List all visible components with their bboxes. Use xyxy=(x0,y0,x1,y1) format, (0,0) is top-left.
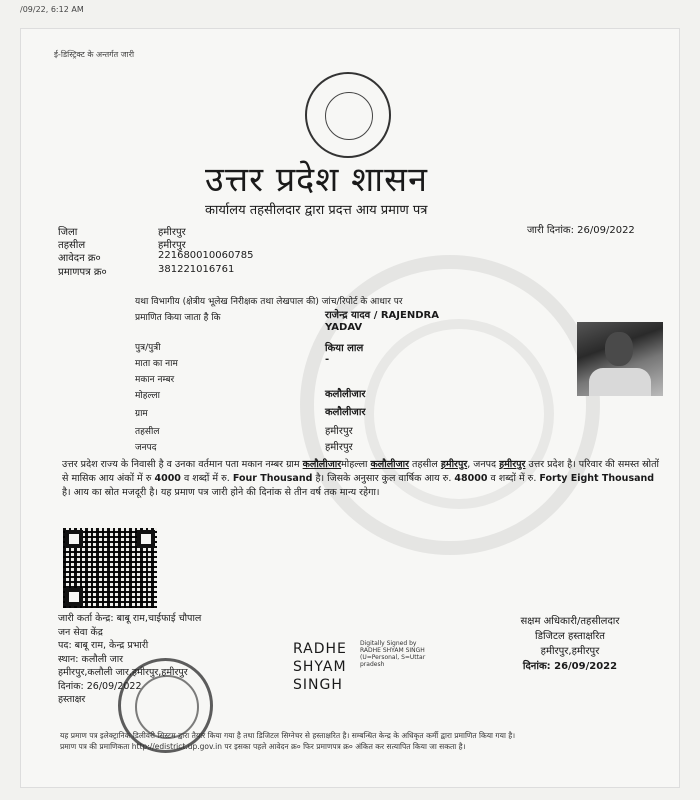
issue-date xyxy=(527,222,635,236)
person-name-line-1: राजेन्द्र यादव / RAJENDRA xyxy=(325,310,439,321)
detail-father-label: पुत्र/पुत्री xyxy=(135,343,161,353)
field-tehsil-value: हमीरपुर xyxy=(158,240,186,251)
detail-mohalla-label: मोहल्ला xyxy=(135,391,160,401)
authority-block: सक्षम अधिकारी/तहसीलदार डिजिटल हस्ताक्षरित हमीरपुर,हमीरपुर दिनांक: 26/09/2022 xyxy=(520,616,620,672)
issuer-block: जारी कर्ता केन्द्र: बाबू राम,चाईफाई चौपाल जन सेवा केंद्र पद: बाबू राम, केन्द्र प्रभारी स्थान: कलौली जार हमीरपुर,कलौली जार,हमीरपुर,हमीरपुर दिनांक: 26/09/2022 हस्ताक्षर xyxy=(58,613,202,705)
detail-mohalla-value: कलौलीजार xyxy=(325,389,366,400)
digital-signature: RADHE SHYAM SINGH xyxy=(293,641,347,693)
field-certificate-no: प्रमाणपत्र क्र० xyxy=(58,267,107,278)
page-title: उत्तर प्रदेश शासन xyxy=(205,160,428,200)
top-timestamp: /09/22, 6:12 AM xyxy=(20,5,84,14)
intro-line-1: यथा विभागीय (क्षेत्रीय भूलेख निरीक्षक तथा लेखपाल की) जांच/रिपोर्ट के आधार पर xyxy=(135,297,403,307)
certificate-body-text: उत्तर प्रदेश राज्य के निवासी है व उनका वर्तमान पता मकान नम्बर ग्राम कलौलीजारमोहल्ला कलौलीजार तहसील हमीरपुर, जनपद हमीरपुर उत्तर प्रदेश है। परिवार की समस्त स्रोतों से मासिक आय अंकों में रु 4000 व शब्दों में रु. Four Thousand है। जिसके अनुसार कुल वार्षिक आय रु. 48000 व शब्दों में रु. Forty Eight Thousand है। आय का स्रोत मजदूरी है। यह प्रमाण पत्र जारी होने की दिनांक से तीन वर्ष तक मान्य रहेगा। xyxy=(62,459,659,498)
detail-mother-value: - xyxy=(325,354,330,365)
detail-tehsil-value: हमीरपुर xyxy=(325,426,353,437)
field-district-value: हमीरपुर xyxy=(158,227,186,238)
digital-signature-note: Digitally Signed by RADHE SHYAM SINGH (U=Personal, S=Uttar pradesh xyxy=(360,640,426,668)
issue-date-label: जारी दिनांक: xyxy=(527,225,574,236)
field-tehsil: तहसील xyxy=(58,240,86,251)
field-certificate-no-value: 381221016761 xyxy=(158,264,235,275)
detail-father-value: किया लाल xyxy=(325,343,364,354)
detail-tehsil-label: तहसील xyxy=(135,427,160,437)
person-name-line-2: YADAV xyxy=(325,322,363,333)
detail-mother-label: माता का नाम xyxy=(135,359,178,369)
field-application-no: आवेदन क्र० xyxy=(58,253,101,264)
detail-district-value: हमीरपुर xyxy=(325,442,353,453)
footer-note: यह प्रमाण पत्र इलेक्ट्रानिक डिलीवरी सिस्टम द्वारा तैयार किया गया है तथा डिजिटल सिग्नेचर से हस्ताक्षरित है। सम्बन्धित केन्द्र के अधिकृत कर्मी द्वारा प्रमाणित किया गया है। प्रमाण पत्र की प्रमाणिकता http://edistrict.up.gov.in पर इसका पहले आवेदन क्र० फिर प्रमाणपत्र क्र० अंकित कर सत्यापित किया जा सकता है। xyxy=(60,731,516,751)
applicant-photo xyxy=(577,322,663,396)
page-subtitle: कार्यालय तहसीलदार द्वारा प्रदत्त आय प्रमाण पत्र xyxy=(205,203,428,218)
up-government-seal-icon xyxy=(305,72,391,158)
qr-code-icon xyxy=(63,528,157,608)
issue-date-value: 26/09/2022 xyxy=(577,225,635,236)
detail-district-label: जनपद xyxy=(135,443,157,453)
detail-village-label: ग्राम xyxy=(135,409,148,419)
intro-line-2: प्रमाणित किया जाता है कि xyxy=(135,313,221,323)
field-district: जिला xyxy=(58,227,78,238)
detail-house-label: मकान नम्बर xyxy=(135,375,175,385)
field-application-no-value: 221680010060785 xyxy=(158,250,254,261)
detail-village-value: कलौलीजार xyxy=(325,407,366,418)
eportal-note: ई-डिस्ट्रिक्ट के अन्तर्गत जारी xyxy=(54,50,135,59)
